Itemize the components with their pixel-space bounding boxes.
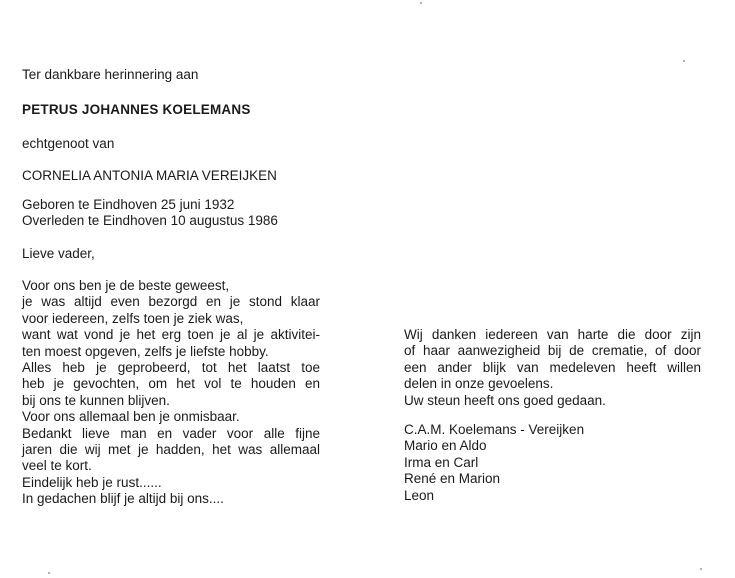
relation-text: echtgenoot van (22, 136, 115, 151)
paper-speck (420, 2, 422, 4)
family-member: Mario en Aldo (404, 438, 487, 454)
intro-text: Ter dankbare herinnering aan (22, 67, 199, 82)
thanks-line: een ander blijk van medeleven heeft willen (404, 359, 701, 375)
poem-line: Voor ons ben je de beste geweest, (22, 278, 230, 293)
poem-block (22, 278, 320, 508)
deceased-name: PETRUS JOHANNES KOELEMANS (22, 102, 251, 117)
poem-line: Eindelijk heb je rust...... (22, 474, 162, 490)
family-member: C.A.M. Koelemans - Vereijken (404, 422, 585, 437)
poem-line: jaren die wij met je hadden, het was allemaal (22, 442, 320, 458)
family-member: René en Marion (404, 471, 501, 487)
family-member: Irma en Carl (404, 454, 479, 470)
thanks-line: delen in onze gevoelens. (404, 376, 554, 392)
family-block (404, 422, 584, 504)
poem-line: Voor ons allemaal ben je onmisbaar. (22, 409, 240, 425)
spouse-name: CORNELIA ANTONIA MARIA VEREIJKEN (22, 168, 277, 183)
thanks-line: Uw steun heeft ons goed gedaan. (404, 392, 606, 408)
poem-line: voor iedereen, zelfs toen je ziek was, (22, 310, 244, 326)
paper-speck (48, 572, 50, 574)
poem-line: ten moest opgeven, zelfs je liefste hobby. (22, 343, 269, 359)
death-line: Overleden te Eindhoven 10 augustus 1986 (22, 213, 278, 228)
salutation: Lieve vader, (22, 246, 95, 261)
poem-line: je was altijd even bezorgd en je stond klaar (22, 294, 320, 310)
thanks-line: of haar aanwezigheid bij de crematie, of door (404, 343, 701, 359)
poem-line: bij ons te kunnen blijven. (22, 392, 170, 408)
poem-line: In gedachen blijf je altijd bij ons.... (22, 491, 224, 507)
birth-line: Geboren te Eindhoven 25 juni 1932 (22, 197, 235, 212)
poem-line: Bedankt lieve man en vader voor alle fijne (22, 425, 320, 441)
thanks-block (404, 327, 701, 409)
paper-speck (700, 568, 702, 570)
poem-line: want wat vond je het erg toen je al je aktivitei- (22, 327, 320, 343)
poem-line: veel te kort. (22, 458, 92, 474)
paper-speck (683, 60, 685, 62)
poem-line: heb je gevochten, om het vol te houden en (22, 376, 320, 392)
poem-line: Alles heb je geprobeerd, tot het laatst toe (22, 360, 320, 376)
thanks-line: Wij danken iedereen van harte die door zijn (404, 327, 701, 342)
family-member: Leon (404, 487, 435, 503)
